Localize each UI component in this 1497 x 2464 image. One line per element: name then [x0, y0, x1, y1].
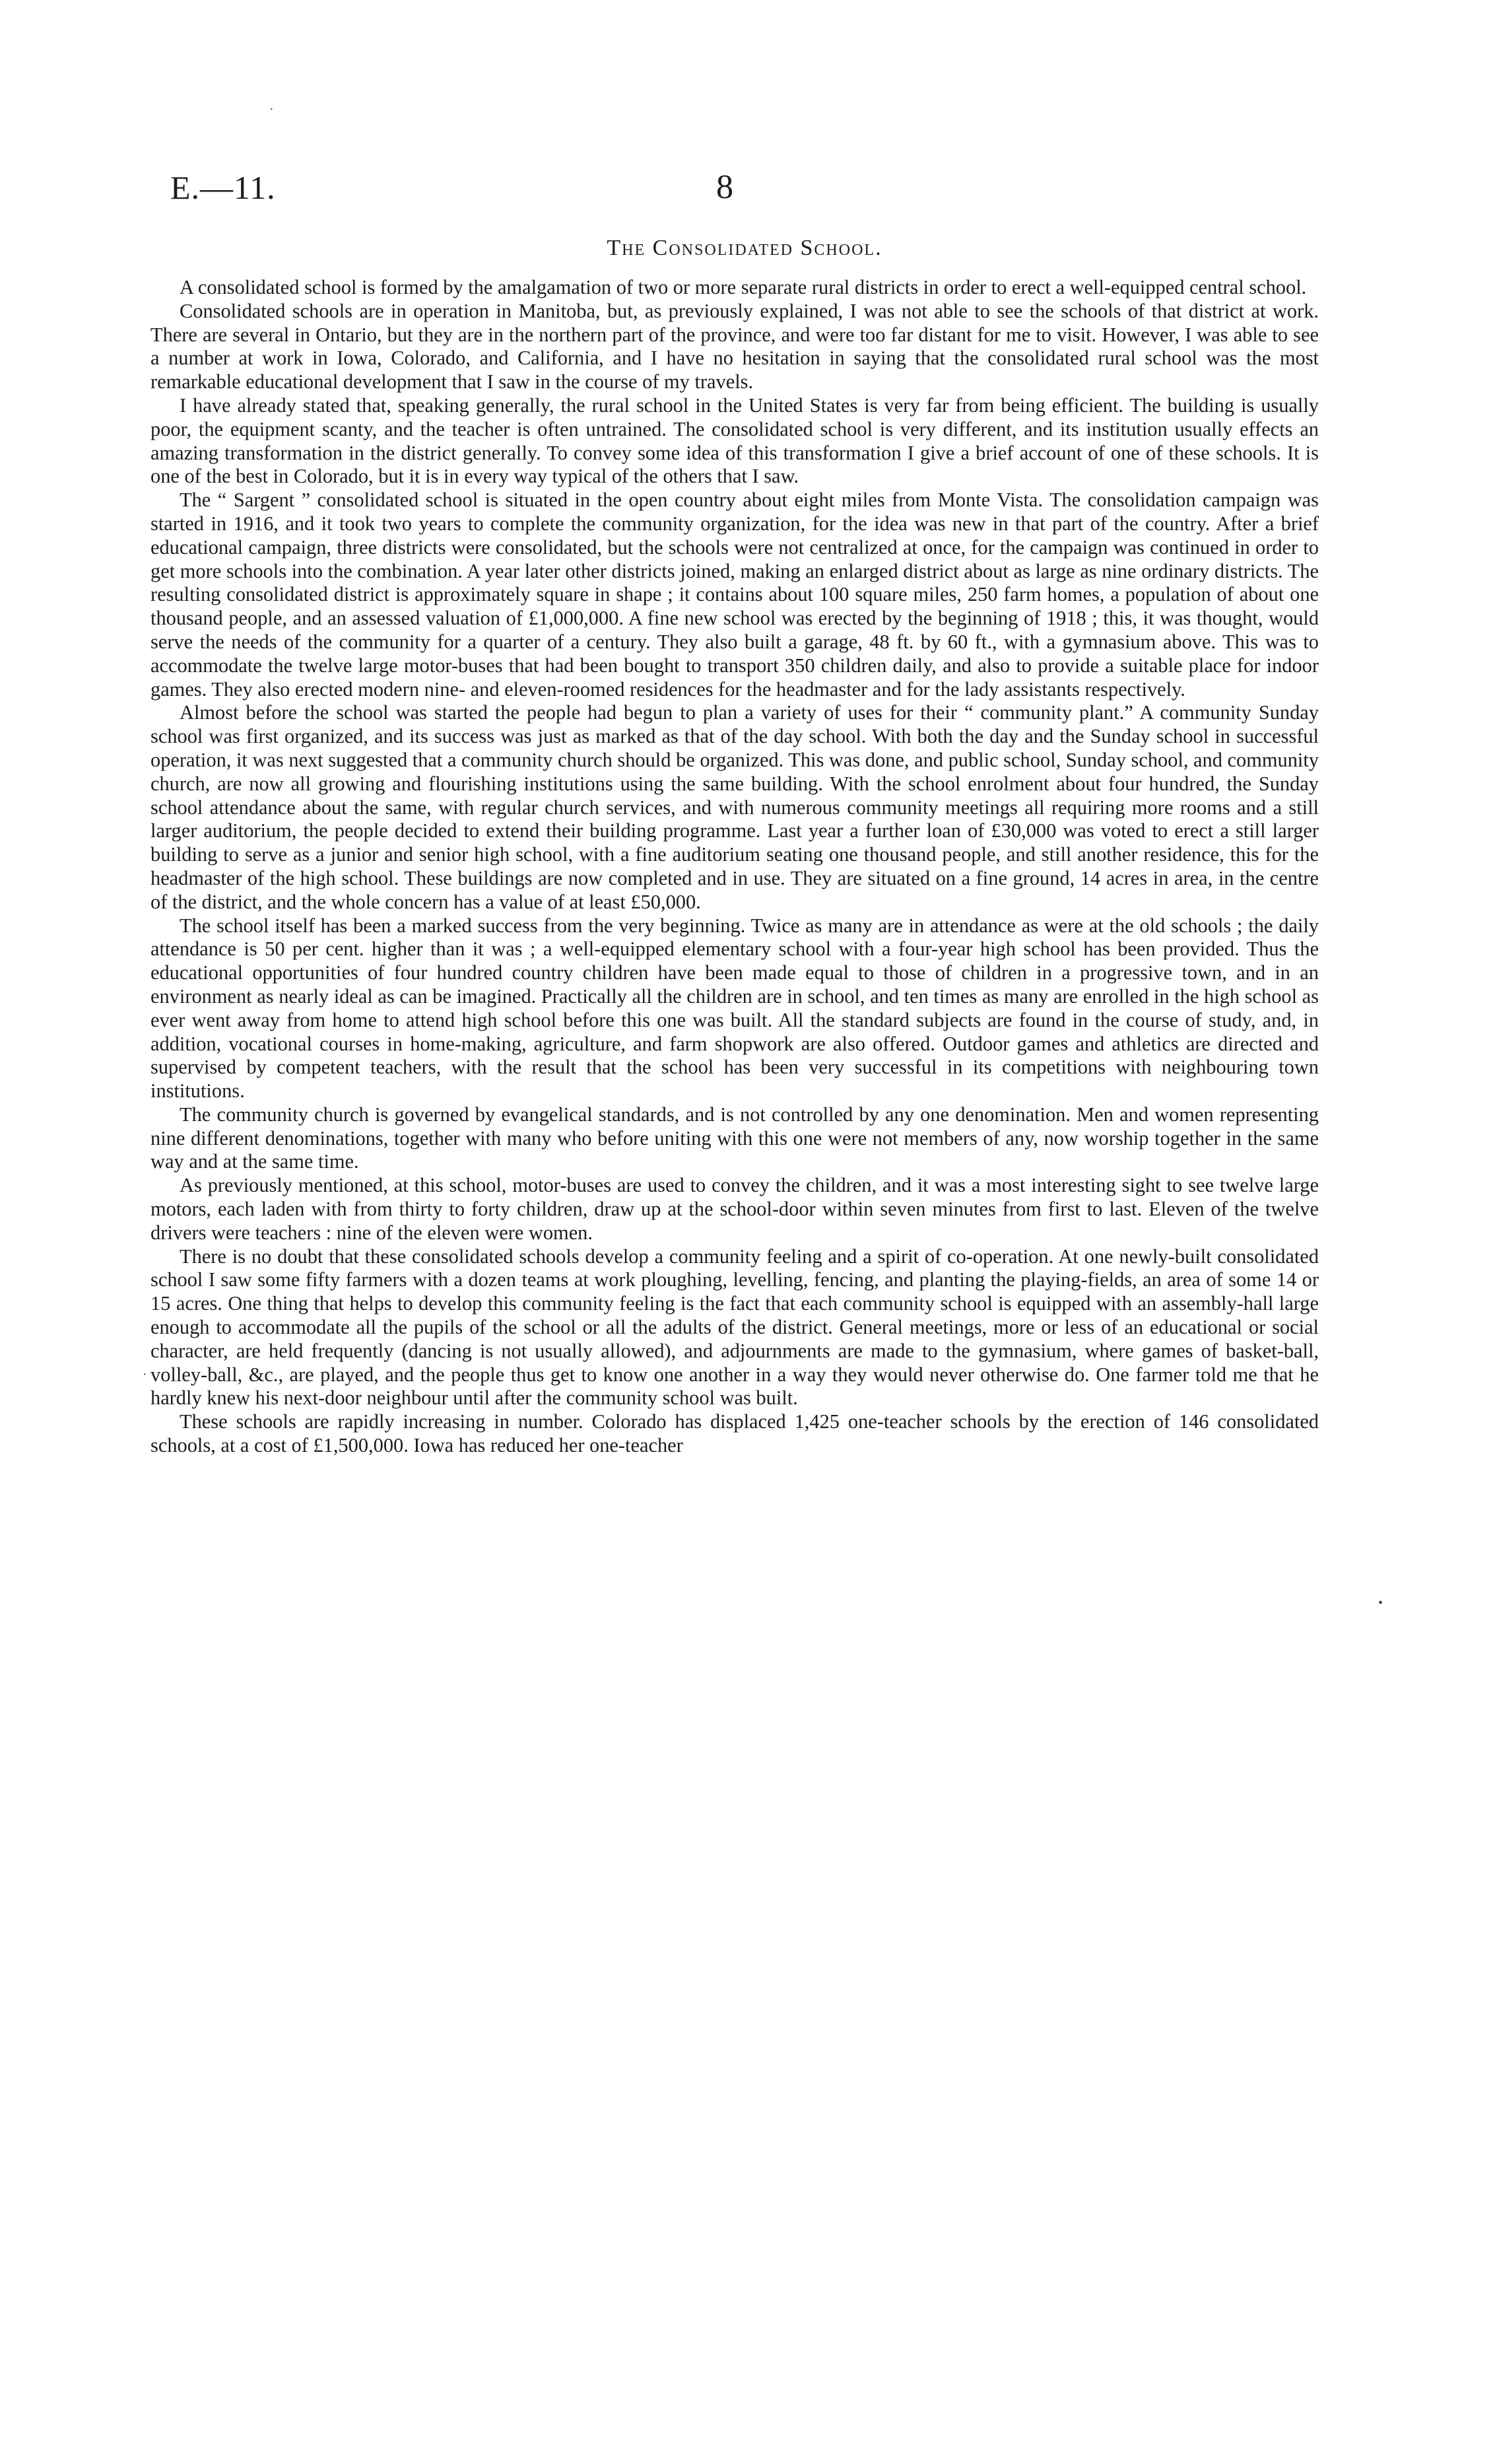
paragraph: As previously mentioned, at this school, motor-buses are used to convey the children, and it was a most interesting sight to see twelve large motors, each laden with from thirty to forty children, draw up at the school-door within seven minutes from first to last. Eleven of the twelve drivers were teachers : nine of the eleven were women.	[150, 1174, 1319, 1244]
paragraph: A consolidated school is formed by the amalgamation of two or more separate rural districts in order to erect a well-equipped central school.	[180, 276, 1307, 298]
paragraph: These schools are rapidly increasing in number. Colorado has displaced 1,425 one-teacher schools by the erection of 146 consolidated schools, at a cost of £1,500,000. Iowa has reduced her one-teacher	[150, 1410, 1319, 1457]
section-title: The Consolidated School.	[607, 236, 882, 260]
print-speck: ·	[269, 102, 274, 117]
paragraph: There is no doubt that these consolidated schools develop a community feeling and a spirit of co-operation. At one newly-built consolidated school I saw some fifty farmers with a dozen teams at work ploughing, levelling, fencing, and planting the playing-fields, an area of some 14 or 15 acres. One thing that helps to develop this community feeling is the fact that each community school is equipped with an assembly-hall large enough to accommodate all the pupils of the school or all the adults of the district. General meetings, more or less of an educational or social character, are held frequently (dancing is not usually allowed), and adjournments are made to the gymnasium, where games of basket-ball, volley-ball, &c., are played, and the people thus get to know one another in a way they would never otherwise do. One farmer told me that he hardly knew his next-door neighbour until after the community school was built.	[150, 1245, 1319, 1410]
paragraph: The community church is governed by evangelical standards, and is not controlled by any one denomination. Men and women representing nine different denominations, together with many who before uniting with this one were not members of any, now worship together in the same way and at the same time.	[150, 1103, 1319, 1173]
print-speck: ·	[143, 1367, 147, 1382]
paragraph: I have already stated that, speaking generally, the rural school in the United States is very far from being efficient. The building is usually poor, the equipment scanty, and the teacher is often untrained. The consolidated school is very different, and its institution usually effects an amazing transformation in the district generally. To convey some idea of this transformation I give a brief account of one of these schools. It is one of the best in Colorado, but it is in every way typical of the others that I saw.	[150, 394, 1319, 488]
page-number: 8	[716, 168, 733, 206]
paragraph: The “ Sargent ” consolidated school is situated in the open country about eight miles from Monte Vista. The consolidation campaign was started in 1916, and it took two years to complete the community organization, for the idea was new in that part of the country. After a brief educational campaign, three districts were consolidated, but the schools were not centralized at once, for the campaign was continued in order to get more schools into the combination. A year later other districts joined, making an enlarged district about as large as nine ordinary districts. The resulting consolidated district is approximately square in shape ; it contains about 100 square miles, 250 farm homes, a population of about one thousand people, and an assessed valuation of £1,000,000. A fine new school was erected by the beginning of 1918 ; this, it was thought, would serve the needs of the community for a quarter of a century. They also built a garage, 48 ft. by 60 ft., with a gymnasium above. This was to accommodate the twelve large motor-buses that had been bought to transport 350 children daily, and also to provide a suitable place for indoor games. They also erected modern nine- and eleven-roomed residences for the headmaster and for the lady assistants respectively.	[150, 489, 1319, 701]
paragraph: Consolidated schools are in operation in Manitoba, but, as previously explained, I was not able to see the schools of that district at work. There are several in Ontario, but they are in the northern part of the province, and were too far distant for me to visit. However, I was able to see a number at work in Iowa, Colorado, and California, and I have no hesitation in saying that the consolidated rural school was the most remarkable educational development that I saw in the course of my travels.	[150, 299, 1319, 394]
document-reference: E.—11.	[170, 169, 276, 206]
paragraph: Almost before the school was started the people had begun to plan a variety of uses for their “ community plant.” A community Sunday school was first organized, and its success was just as marked as that of the day school. With both the day and the Sunday school in successful operation, it was next suggested that a community church should be organized. This was done, and public school, Sunday school, and community church, are now all growing and flourishing institutions using the same building. With the school enrolment about four hundred, the Sunday school attendance about the same, with regular church services, and with numerous community meetings all requiring more rooms and a still larger auditorium, the people decided to extend their building programme. Last year a further loan of £30,000 was voted to erect a still larger building to serve as a junior and senior high school, with a fine auditorium seating one thousand people, and still another residence, this for the headmaster of the high school. These buildings are now completed and in use. They are situated on a fine ground, 14 acres in area, in the centre of the district, and the whole concern has a value of at least £50,000.	[150, 701, 1319, 913]
paragraph: The school itself has been a marked success from the very beginning. Twice as many are in attendance as were at the old schools ; the daily attendance is 50 per cent. higher than it was ; a well-equipped elementary school with a four-year high school has been provided. Thus the educational opportunities of four hundred country children have been made equal to those of children in a progressive town, and in an environment as nearly ideal as can be imagined. Practically all the children are in school, and ten times as many are enrolled in the high school as ever went away from home to attend high school before this one was built. All the standard subjects are found in the course of study, and, in addition, vocational courses in home-making, agriculture, and farm shopwork are also offered. Outdoor games and athletics are directed and supervised by competent teachers, with the result that the school has been very successful in its competitions with neighbouring town institutions.	[150, 914, 1319, 1103]
print-speck: •	[1378, 1596, 1383, 1610]
body-text	[150, 276, 1319, 1458]
